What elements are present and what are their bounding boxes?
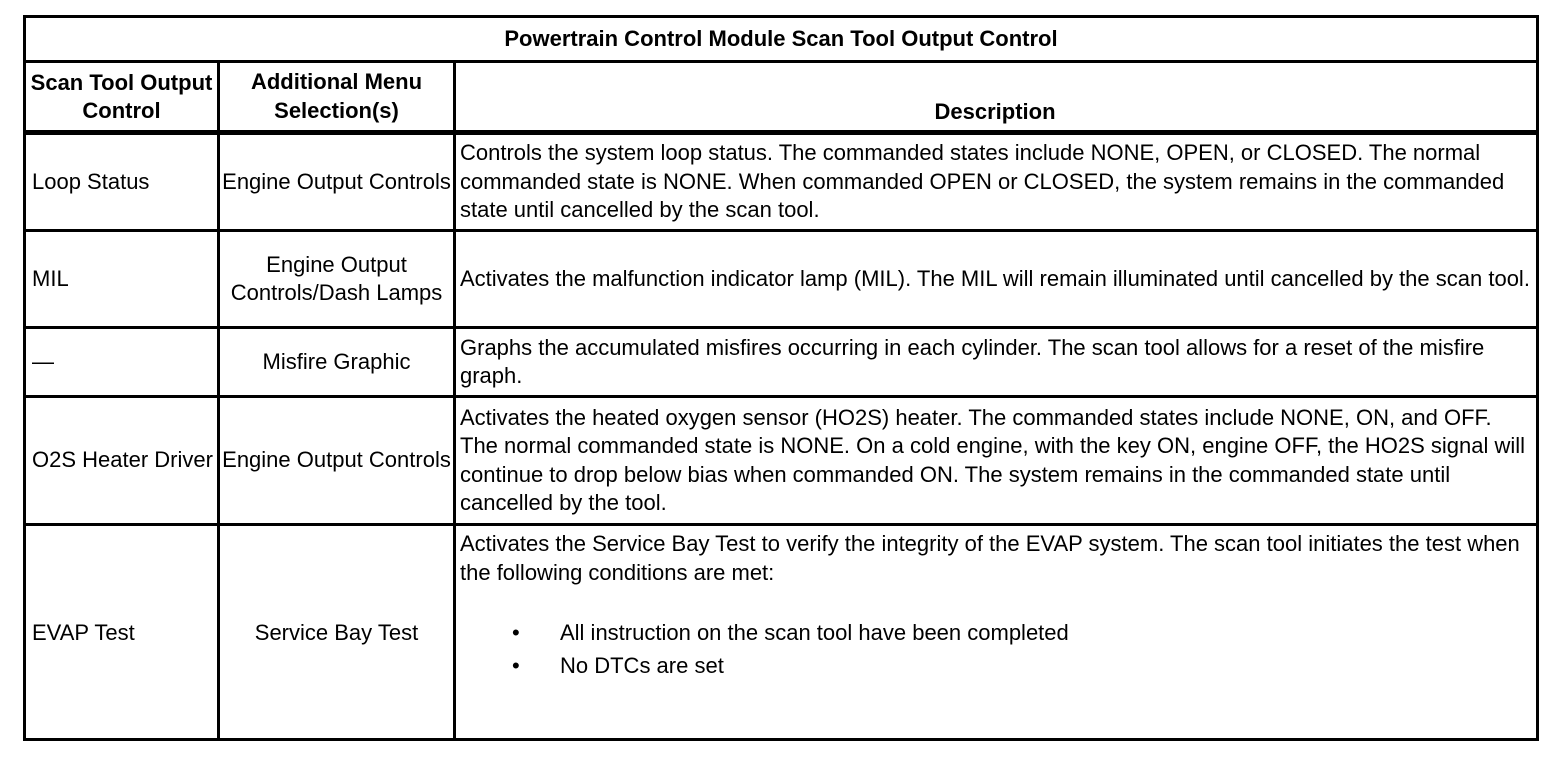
table-grid bbox=[26, 18, 1536, 738]
list-item-text: All instruction on the scan tool have been completed bbox=[560, 620, 1069, 645]
row-menu-selection: Engine Output Controls/Dash Lamps bbox=[217, 232, 453, 326]
row-menu-selection: Service Bay Test bbox=[217, 526, 453, 741]
header-scan-tool-output-control: Scan Tool Output Control bbox=[30, 69, 213, 123]
bullet-icon: • bbox=[512, 620, 520, 645]
list-item-text: No DTCs are set bbox=[560, 653, 724, 678]
row-menu-selection: Engine Output Controls bbox=[217, 135, 453, 229]
list-item bbox=[460, 649, 1069, 682]
conditions-list bbox=[460, 616, 1069, 682]
row-description: Graphs the accumulated misfires occurring in each cylinder. The scan tool allows for a reset of the misfire graph. bbox=[453, 329, 1536, 395]
table-row bbox=[26, 329, 1536, 398]
header-additional-menu-selections: Additional Menu Selection(s) bbox=[217, 63, 453, 130]
row-description: Controls the system loop status. The commanded states include NONE, OPEN, or CLOSED. The normal commanded state is NONE. When commanded OPEN or CLOSED, the system remains in the commanded state until cancelled by the scan tool. bbox=[453, 135, 1536, 229]
header-description: Description bbox=[453, 63, 1536, 130]
table-title: Powertrain Control Module Scan Tool Output Control bbox=[26, 18, 1536, 63]
output-control-table bbox=[23, 15, 1539, 741]
table-row bbox=[26, 398, 1536, 526]
row-description: Activates the malfunction indicator lamp (MIL). The MIL will remain illuminated until cancelled by the scan tool. bbox=[453, 232, 1536, 326]
row-control: Loop Status bbox=[32, 168, 150, 194]
row-menu-selection: Engine Output Controls bbox=[217, 398, 453, 523]
list-item bbox=[460, 616, 1069, 649]
bullet-icon: • bbox=[512, 653, 520, 678]
table-row bbox=[26, 232, 1536, 329]
row-menu-selection: Misfire Graphic bbox=[217, 329, 453, 395]
row-description-cell bbox=[453, 526, 1536, 741]
row-description: Activates the Service Bay Test to verify the integrity of the EVAP system. The scan tool initiates the test when the following conditions are met: bbox=[460, 531, 1520, 585]
table-row bbox=[26, 135, 1536, 232]
row-control: O2S Heater Driver bbox=[32, 447, 213, 473]
row-control: MIL bbox=[32, 265, 69, 291]
row-control: — bbox=[32, 348, 54, 374]
table-row bbox=[26, 526, 1536, 741]
table-header-row bbox=[26, 63, 1536, 135]
row-description: Activates the heated oxygen sensor (HO2S) heater. The commanded states include NONE, ON, and OFF. The normal commanded state is NONE. On a cold engine, with the key ON, engine OFF, the HO2S signal will continue to drop below bias when commanded ON. The system remains in the commanded state until cancelled by the tool. bbox=[453, 398, 1536, 523]
row-control: EVAP Test bbox=[32, 620, 135, 646]
